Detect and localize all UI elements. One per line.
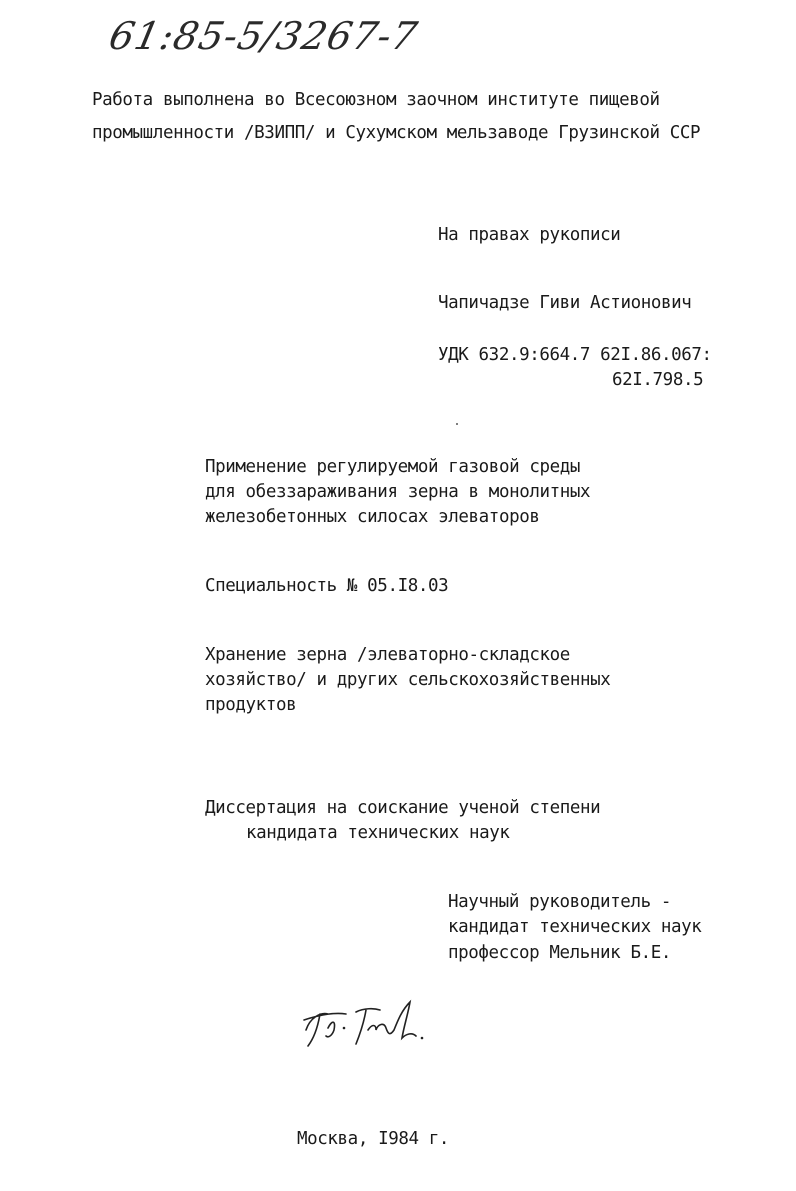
supervisor-line-1: Научный руководитель - — [448, 892, 671, 912]
signature — [298, 990, 438, 1060]
specialty: Специальность № 05.I8.03 — [205, 576, 449, 596]
specialty-name-line-1: Хранение зерна /элеваторно-складское — [205, 645, 570, 665]
title-line-2: для обеззараживания зерна в монолитных — [205, 482, 591, 502]
institution-line-1: Работа выполнена во Всесоюзном заочном институте пищевой — [92, 90, 660, 110]
specialty-name-line-3: продуктов — [205, 695, 297, 715]
archive-number-handwritten: 61:85-5/3267-7 — [105, 14, 422, 58]
author-name: Чапичадзе Гиви Астионович — [438, 293, 692, 313]
supervisor-line-2: кандидат технических наук — [448, 917, 702, 937]
specialty-name-line-2: хозяйство/ и других сельскохозяйственных — [205, 670, 611, 690]
degree-line-2: кандидата технических наук — [246, 823, 510, 843]
degree-line-1: Диссертация на соискание ученой степени — [205, 798, 601, 818]
udk-line-2: 62I.798.5 — [612, 370, 704, 390]
place-and-year: Москва, I984 г. — [297, 1129, 450, 1149]
udk-line-1: УДК 632.9:664.7 62I.86.067: — [438, 345, 712, 365]
title-line-1: Применение регулируемой газовой среды — [205, 457, 581, 477]
stray-dot — [456, 423, 458, 425]
institution-line-2: промышленности /ВЗИПП/ и Сухумском мельзаводе Грузинской ССР — [92, 123, 701, 143]
supervisor-line-3: профессор Мельник Б.Е. — [448, 943, 671, 963]
title-line-3: железобетонных силосах элеваторов — [205, 507, 540, 527]
manuscript-rights: На правах рукописи — [438, 225, 621, 245]
